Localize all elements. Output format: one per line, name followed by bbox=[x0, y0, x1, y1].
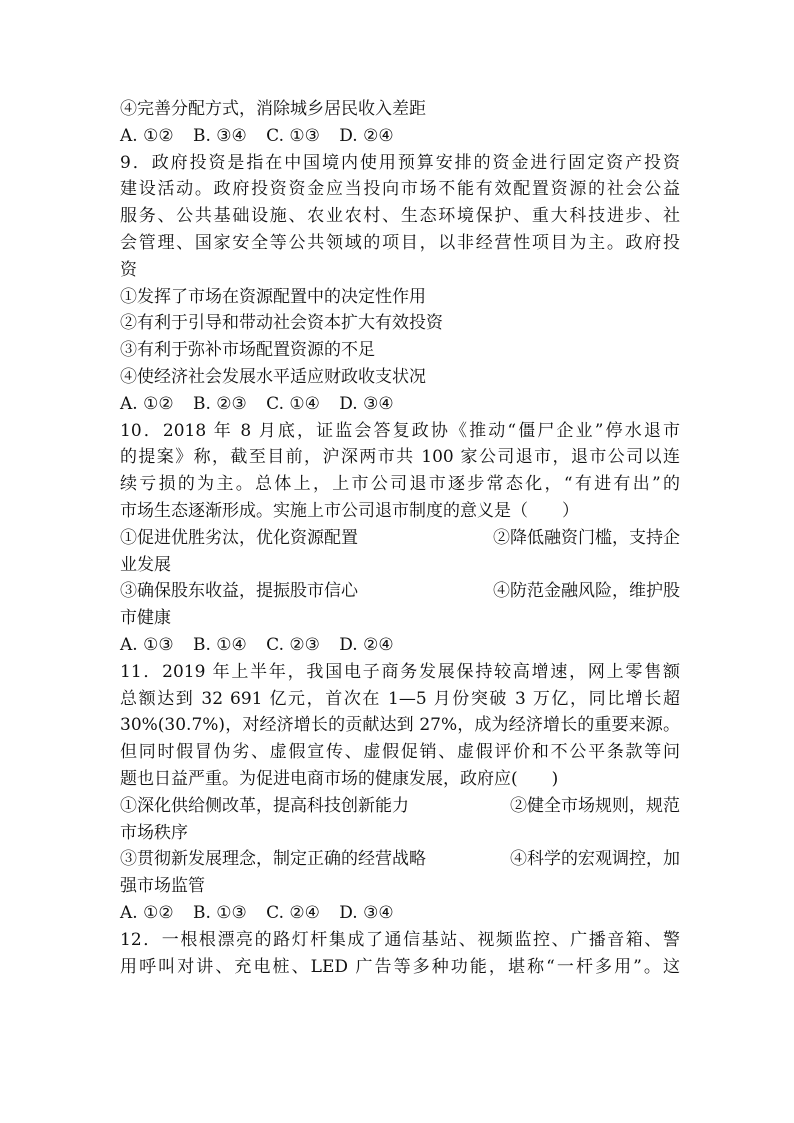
q8-answer-a: A. ①② bbox=[120, 125, 174, 146]
q9-stem-line-4: 会管理、国家安全等公共领域的项目，以非经营性项目为主。政府投 bbox=[120, 232, 680, 253]
q11-stem-line-2: 总额达到 32 691 亿元，首次在 1—5 月份突破 3 万亿，同比增长超 bbox=[120, 688, 680, 709]
q10-option-4-continued: 市健康 bbox=[120, 608, 171, 629]
q10-option-1: ①促进优胜劣汰，优化资源配置 bbox=[120, 527, 358, 548]
q10-option-4: ④防范金融风险，维护股 bbox=[493, 581, 680, 602]
q10-stem-line-1: 10．2018 年 8 月底，证监会答复政协《推动“僵尸企业”停水退市 bbox=[120, 420, 680, 441]
q10-answer-c: C. ②③ bbox=[266, 634, 320, 655]
q9-answer-a: A. ①② bbox=[120, 393, 174, 414]
q10-answer-b: B. ①④ bbox=[192, 634, 247, 655]
q11-stem-line-3: 30%(30.7%)，对经济增长的贡献达到 27%，成为经济增长的重要来源。 bbox=[120, 715, 680, 736]
q9-stem-line-2: 建设活动。政府投资资金应当投向市场不能有效配置资源的社会公益 bbox=[120, 179, 680, 200]
q11-answer-choices bbox=[120, 900, 680, 927]
q9-answer-d: D. ③④ bbox=[339, 393, 394, 414]
q8-answer-c: C. ①③ bbox=[266, 125, 320, 146]
q10-answer-d: D. ②④ bbox=[339, 634, 394, 655]
q9-stem-line-5: 资 bbox=[120, 259, 137, 280]
q11-stem-line-4: 但同时假冒伪劣、虚假宣传、虚假促销、虚假评价和不公平条款等问 bbox=[120, 742, 680, 763]
q9-option-3: ③有利于弥补市场配置资源的不足 bbox=[120, 340, 375, 361]
q11-answer-c: C. ②④ bbox=[266, 902, 320, 923]
q10-option-3: ③确保股东收益，提振股市信心 bbox=[120, 581, 358, 602]
q10-stem-line-2: 的提案》称，截至目前，沪深两市共 100 家公司退市，退市公司以连 bbox=[120, 447, 680, 468]
q11-option-1: ①深化供给侧改革，提高科技创新能力 bbox=[120, 795, 409, 816]
q11-answer-d: D. ③④ bbox=[339, 902, 394, 923]
q8-option-4: ④完善分配方式，消除城乡居民收入差距 bbox=[120, 99, 426, 119]
q9-stem-line-1: 9．政府投资是指在中国境内使用预算安排的资金进行固定资产投资 bbox=[120, 152, 680, 173]
q9-option-4: ④使经济社会发展水平适应财政收支状况 bbox=[120, 366, 426, 387]
q10-stem-line-4: 市场生态逐渐形成。实施上市公司退市制度的意义是（ ） bbox=[120, 500, 579, 521]
q10-option-2-continued: 业发展 bbox=[120, 554, 171, 575]
q11-option-4: ④科学的宏观调控，加 bbox=[510, 849, 680, 870]
q10-answer-a: A. ①③ bbox=[120, 634, 174, 655]
q9-stem-line-3: 服务、公共基础设施、农业农村、生态环境保护、重大科技进步、社 bbox=[120, 206, 680, 227]
q9-answer-b: B. ②③ bbox=[192, 393, 247, 414]
q11-answer-b: B. ①③ bbox=[192, 902, 247, 923]
q8-answer-choices bbox=[120, 123, 680, 150]
q8-answer-d: D. ②④ bbox=[339, 125, 394, 146]
q9-answer-c: C. ①④ bbox=[266, 393, 320, 414]
q9-option-2: ②有利于引导和带动社会资本扩大有效投资 bbox=[120, 313, 443, 334]
q10-option-2: ②降低融资门槛，支持企 bbox=[493, 527, 680, 548]
q9-option-1: ①发挥了市场在资源配置中的决定性作用 bbox=[120, 286, 426, 307]
q12-stem-line-1: 12．一根根漂亮的路灯杆集成了通信基站、视频监控、广播音箱、警 bbox=[120, 929, 680, 950]
q11-answer-a: A. ①② bbox=[120, 902, 174, 923]
q11-option-3: ③贯彻新发展理念，制定正确的经营战略 bbox=[120, 849, 426, 870]
q9-answer-choices bbox=[120, 391, 680, 418]
q8-answer-b: B. ③④ bbox=[192, 125, 247, 146]
q12-stem-line-2: 用呼叫对讲、充电桩、LED 广告等多种功能，堪称“一杆多用”。这 bbox=[120, 956, 680, 977]
q11-option-4-continued: 强市场监管 bbox=[120, 876, 205, 897]
exam-page bbox=[120, 96, 680, 980]
q11-options-row-1 bbox=[120, 793, 680, 820]
q10-answer-choices bbox=[120, 632, 680, 659]
q11-option-2-continued: 市场秩序 bbox=[120, 822, 188, 843]
q10-options-row-2 bbox=[120, 578, 680, 605]
q11-option-2: ②健全市场规则，规范 bbox=[510, 795, 680, 816]
q11-stem-line-1: 11．2019 年上半年，我国电子商务发展保持较高增速，网上零售额 bbox=[120, 661, 680, 682]
q11-options-row-2 bbox=[120, 846, 680, 873]
q11-stem-line-5: 题也日益严重。为促进电商市场的健康发展，政府应( ) bbox=[120, 768, 559, 789]
q10-options-row-1 bbox=[120, 525, 680, 552]
q10-stem-line-3: 续亏损的为主。总体上，上市公司退市逐步常态化，“有进有出”的 bbox=[120, 474, 680, 495]
